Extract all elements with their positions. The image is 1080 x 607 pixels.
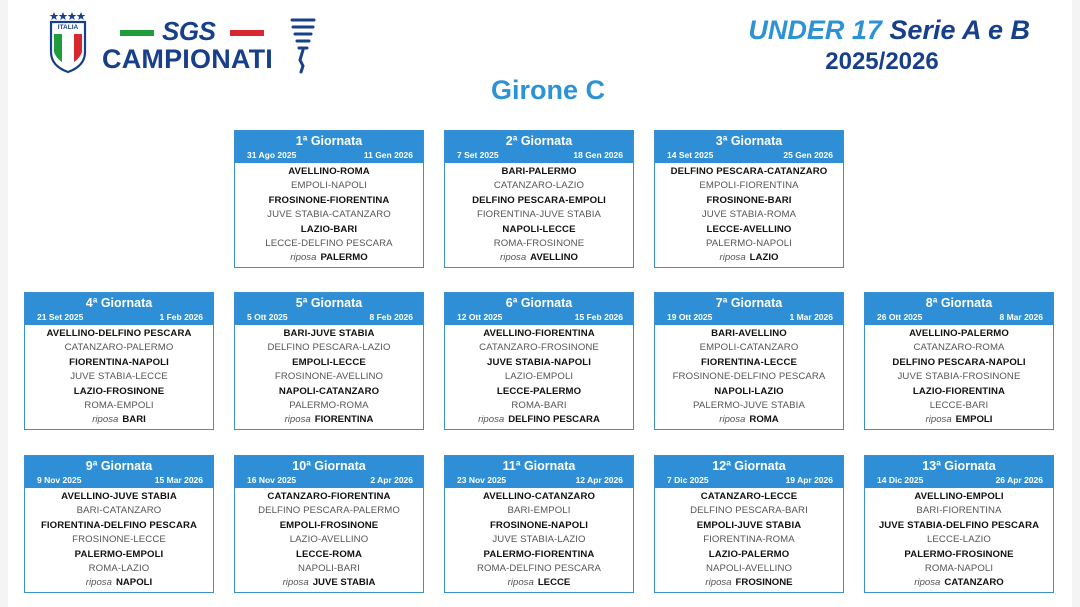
match-row: AVELLINO-CATANZARO	[482, 491, 596, 502]
match-row: LECCE-ROMA	[295, 548, 363, 560]
matchday-title: 10ª Giornata	[292, 459, 366, 473]
return-leg-date: 25 Gen 2026	[783, 150, 833, 160]
rest-team: FROSINONE	[735, 577, 793, 589]
rest-label: riposa	[719, 252, 746, 264]
match-row: CATANZARO-FIORENTINA	[267, 491, 391, 502]
matchday-title: 5ª Giornata	[295, 296, 363, 310]
matchday-title: 11ª Giornata	[502, 459, 576, 473]
rest-label: riposa	[925, 414, 952, 426]
matchday-card	[234, 292, 424, 430]
match-row: DELFINO PESCARA-PALERMO	[258, 505, 400, 517]
match-row: LAZIO-AVELLINO	[289, 534, 369, 546]
match-row: DELFINO PESCARA-EMPOLI	[472, 194, 606, 206]
return-leg-date: 15 Mar 2026	[154, 475, 203, 485]
match-row: JUVE STABIA-DELFINO PESCARA	[878, 519, 1040, 531]
match-row: ROMA-FROSINONE	[493, 238, 585, 250]
match-row: ROMA-DELFINO PESCARA	[476, 563, 602, 575]
match-row: DELFINO PESCARA-NAPOLI	[892, 356, 1026, 368]
rest-label: riposa	[719, 414, 746, 426]
calendar-page	[8, 0, 1072, 607]
return-leg-date: 8 Feb 2026	[369, 312, 413, 322]
match-row: AVELLINO-PALERMO	[909, 328, 1009, 339]
matchday-header	[25, 456, 213, 488]
first-leg-date: 7 Set 2025	[457, 150, 499, 160]
rest-row	[865, 413, 1053, 427]
match-row: ROMA-LAZIO	[88, 563, 150, 575]
rest-row	[865, 576, 1053, 590]
match-row: LAZIO-PALERMO	[708, 548, 790, 560]
match-row: CATANZARO-LECCE	[700, 491, 798, 502]
match-row: LECCE-AVELLINO	[706, 223, 792, 235]
match-row: BARI-PALERMO	[501, 166, 577, 177]
match-row: DELFINO PESCARA-CATANZARO	[670, 166, 828, 177]
rest-row	[235, 576, 423, 590]
matchday-header	[655, 131, 843, 163]
match-row: CATANZARO-PALERMO	[64, 342, 174, 354]
match-row: JUVE STABIA-CATANZARO	[267, 209, 391, 221]
rest-label: riposa	[290, 252, 317, 264]
matchday-body	[25, 325, 213, 428]
match-row: LAZIO-EMPOLI	[504, 371, 574, 383]
matchday-header	[865, 456, 1053, 488]
match-row: FIORENTINA-JUVE STABIA	[476, 209, 602, 221]
match-row: NAPOLI-LAZIO	[714, 385, 784, 397]
matchday-card	[234, 455, 424, 593]
matchday-body	[445, 163, 633, 266]
rest-team: ROMA	[749, 414, 779, 426]
series-label: Serie A e B	[889, 15, 1030, 45]
matchday-body	[865, 488, 1053, 591]
match-row: FROSINONE-BARI	[706, 194, 792, 206]
match-row: PALERMO-FIORENTINA	[483, 548, 595, 560]
return-leg-date: 15 Feb 2026	[574, 312, 623, 322]
group-title: Girone C	[490, 75, 605, 105]
rest-label: riposa	[92, 414, 119, 426]
rest-label: riposa	[284, 414, 311, 426]
return-leg-date: 18 Gen 2026	[573, 150, 623, 160]
first-leg-date: 14 Dic 2025	[877, 475, 924, 485]
match-row: PALERMO-ROMA	[289, 400, 369, 412]
rest-team: FIORENTINA	[314, 414, 374, 426]
rest-team: EMPOLI	[955, 414, 993, 426]
matchday-header	[445, 131, 633, 163]
matchday-header	[655, 293, 843, 325]
match-row: EMPOLI-FIORENTINA	[699, 180, 799, 192]
match-row: ROMA-NAPOLI	[924, 563, 994, 575]
matchday-body	[655, 488, 843, 591]
matchday-title: 6ª Giornata	[505, 296, 573, 310]
rest-row	[445, 251, 633, 265]
first-leg-date: 9 Nov 2025	[37, 475, 82, 485]
matchday-header	[445, 293, 633, 325]
match-row: EMPOLI-CATANZARO	[699, 342, 799, 354]
return-leg-date: 1 Mar 2026	[789, 312, 833, 322]
return-leg-date: 1 Feb 2026	[159, 312, 203, 322]
return-leg-date: 2 Apr 2026	[370, 475, 413, 485]
rest-row	[25, 576, 213, 590]
match-row: FIORENTINA-LECCE	[701, 356, 797, 368]
rest-team: BARI	[122, 414, 146, 426]
match-row: ROMA-BARI	[511, 400, 567, 412]
match-row: PALERMO-EMPOLI	[74, 548, 164, 560]
rest-label: riposa	[507, 577, 534, 589]
matchday-card	[654, 455, 844, 593]
rest-label: riposa	[914, 577, 941, 589]
championship-title	[710, 14, 1030, 46]
matchday-title: 2ª Giornata	[505, 134, 573, 148]
matchday-title: 3ª Giornata	[715, 134, 783, 148]
rest-team: CATANZARO	[944, 577, 1004, 589]
rest-row	[235, 413, 423, 427]
match-row: NAPOLI-AVELLINO	[705, 563, 793, 575]
matchday-title: 7ª Giornata	[715, 296, 783, 310]
match-row: JUVE STABIA-LAZIO	[492, 534, 586, 546]
matchday-card	[444, 130, 634, 268]
first-leg-date: 21 Set 2025	[37, 312, 84, 322]
matchday-body	[655, 163, 843, 266]
rest-team: AVELLINO	[530, 252, 578, 264]
matchday-card	[864, 455, 1054, 593]
matchday-header	[235, 293, 423, 325]
matchday-title: 8ª Giornata	[925, 296, 993, 310]
return-leg-date: 8 Mar 2026	[999, 312, 1043, 322]
match-row: LAZIO-BARI	[300, 223, 358, 235]
match-row: FIORENTINA-ROMA	[703, 534, 795, 546]
rest-team: LAZIO	[749, 252, 779, 264]
rest-row	[655, 413, 843, 427]
matchday-body	[655, 325, 843, 428]
match-row: LECCE-LAZIO	[926, 534, 991, 546]
match-row: DELFINO PESCARA-BARI	[690, 505, 808, 517]
rest-row	[445, 576, 633, 590]
sgs-brand	[98, 14, 288, 78]
first-leg-date: 19 Ott 2025	[667, 312, 713, 322]
match-row: PALERMO-FROSINONE	[904, 548, 1014, 560]
matchday-body	[235, 488, 423, 591]
match-row: BARI-JUVE STABIA	[283, 328, 375, 339]
match-row: LAZIO-FIORENTINA	[912, 385, 1006, 397]
matchday-card	[654, 130, 844, 268]
match-row: DELFINO PESCARA-LAZIO	[267, 342, 391, 354]
match-row: EMPOLI-FROSINONE	[279, 519, 379, 531]
first-leg-date: 16 Nov 2025	[247, 475, 297, 485]
rest-label: riposa	[500, 252, 527, 264]
figc-label: ITALIA	[57, 24, 79, 31]
rest-row	[655, 251, 843, 265]
matchday-header	[235, 131, 423, 163]
match-row: ROMA-EMPOLI	[84, 400, 154, 412]
rest-team: DELFINO PESCARA	[508, 414, 600, 426]
matchday-title: 4ª Giornata	[85, 296, 153, 310]
first-leg-date: 31 Ago 2025	[247, 150, 297, 160]
return-leg-date: 26 Apr 2026	[995, 475, 1043, 485]
category-label: UNDER 17	[748, 15, 882, 45]
matchday-title: 12ª Giornata	[712, 459, 786, 473]
match-row: PALERMO-NAPOLI	[706, 238, 792, 250]
match-row: NAPOLI-BARI	[298, 563, 360, 575]
matchday-card	[444, 455, 634, 593]
matchday-title: 1ª Giornata	[295, 134, 363, 148]
match-row: AVELLINO-DELFINO PESCARA	[46, 328, 192, 339]
rest-label: riposa	[282, 577, 309, 589]
match-row: FROSINONE-DELFINO PESCARA	[672, 371, 826, 383]
matchday-card	[24, 292, 214, 430]
first-leg-date: 26 Ott 2025	[877, 312, 923, 322]
match-row: CATANZARO-LAZIO	[493, 180, 585, 192]
match-row: NAPOLI-LECCE	[502, 223, 576, 235]
return-leg-date: 12 Apr 2026	[575, 475, 623, 485]
match-row: JUVE STABIA-ROMA	[701, 209, 797, 221]
match-row: NAPOLI-CATANZARO	[278, 385, 380, 397]
sgs-title: SGS	[162, 16, 216, 46]
season-label: 2025/2026	[825, 48, 939, 75]
rest-team: NAPOLI	[115, 577, 153, 589]
match-row: AVELLINO-JUVE STABIA	[61, 491, 177, 502]
match-row: AVELLINO-EMPOLI	[914, 491, 1004, 502]
matchday-header	[655, 456, 843, 488]
match-row: AVELLINO-FIORENTINA	[483, 328, 595, 339]
match-row: EMPOLI-JUVE STABIA	[696, 519, 802, 531]
match-row: JUVE STABIA-FROSINONE	[897, 371, 1021, 383]
matchday-card	[24, 455, 214, 593]
first-leg-date: 7 Dic 2025	[667, 475, 709, 485]
matchday-title: 13ª Giornata	[922, 459, 996, 473]
rest-label: riposa	[705, 577, 732, 589]
match-row: FROSINONE-AVELLINO	[274, 371, 384, 383]
match-row: BARI-EMPOLI	[507, 505, 571, 517]
matchday-card	[234, 130, 424, 268]
rest-team: PALERMO	[320, 252, 368, 264]
rest-label: riposa	[478, 414, 505, 426]
matchday-body	[25, 488, 213, 591]
match-row: LAZIO-FROSINONE	[73, 385, 165, 397]
flag-red-stripe	[230, 30, 264, 36]
match-row: LECCE-BARI	[929, 400, 989, 412]
rest-team: JUVE STABIA	[312, 577, 376, 589]
rest-team: LECCE	[537, 577, 571, 589]
match-row: LECCE-DELFINO PESCARA	[265, 238, 393, 250]
match-row: BARI-FIORENTINA	[916, 505, 1002, 517]
rest-row	[655, 576, 843, 590]
matchday-body	[235, 325, 423, 428]
matchday-title: 9ª Giornata	[85, 459, 153, 473]
match-row: LECCE-PALERMO	[496, 385, 582, 397]
first-leg-date: 14 Set 2025	[667, 150, 714, 160]
rest-row	[445, 413, 633, 427]
rest-row	[25, 413, 213, 427]
first-leg-date: 23 Nov 2025	[457, 475, 507, 485]
rest-label: riposa	[85, 577, 112, 589]
match-row: FROSINONE-LECCE	[72, 534, 166, 546]
match-row: JUVE STABIA-NAPOLI	[487, 356, 591, 368]
match-row: EMPOLI-LECCE	[292, 356, 366, 368]
matchday-header	[235, 456, 423, 488]
match-row: BARI-AVELLINO	[711, 328, 787, 339]
matchday-body	[445, 325, 633, 428]
match-row: FIORENTINA-DELFINO PESCARA	[40, 519, 198, 531]
match-row: FROSINONE-FIORENTINA	[268, 194, 390, 206]
matchday-header	[25, 293, 213, 325]
first-leg-date: 12 Ott 2025	[457, 312, 503, 322]
matchday-header	[445, 456, 633, 488]
match-row: CATANZARO-FROSINONE	[479, 342, 599, 354]
flag-green-stripe	[120, 30, 154, 36]
first-leg-date: 5 Ott 2025	[247, 312, 288, 322]
figc-shield-logo	[48, 8, 88, 74]
match-row: EMPOLI-NAPOLI	[291, 180, 367, 192]
return-leg-date: 19 Apr 2026	[785, 475, 833, 485]
campionati-title: CAMPIONATI	[102, 44, 273, 74]
rest-row	[235, 251, 423, 265]
matchday-card	[864, 292, 1054, 430]
matchday-header	[865, 293, 1053, 325]
match-row: CATANZARO-ROMA	[913, 342, 1005, 354]
matchday-body	[865, 325, 1053, 428]
matchday-body	[445, 488, 633, 591]
match-row: PALERMO-JUVE STABIA	[693, 400, 805, 412]
trophy-icon	[288, 16, 318, 74]
match-row: FIORENTINA-NAPOLI	[69, 356, 169, 368]
matchday-card	[444, 292, 634, 430]
match-row: BARI-CATANZARO	[76, 505, 162, 517]
match-row: JUVE STABIA-LECCE	[70, 371, 168, 383]
return-leg-date: 11 Gen 2026	[363, 150, 413, 160]
match-row: AVELLINO-ROMA	[288, 166, 370, 177]
matchday-body	[235, 163, 423, 266]
matchday-card	[654, 292, 844, 430]
match-row: FROSINONE-NAPOLI	[489, 519, 589, 531]
